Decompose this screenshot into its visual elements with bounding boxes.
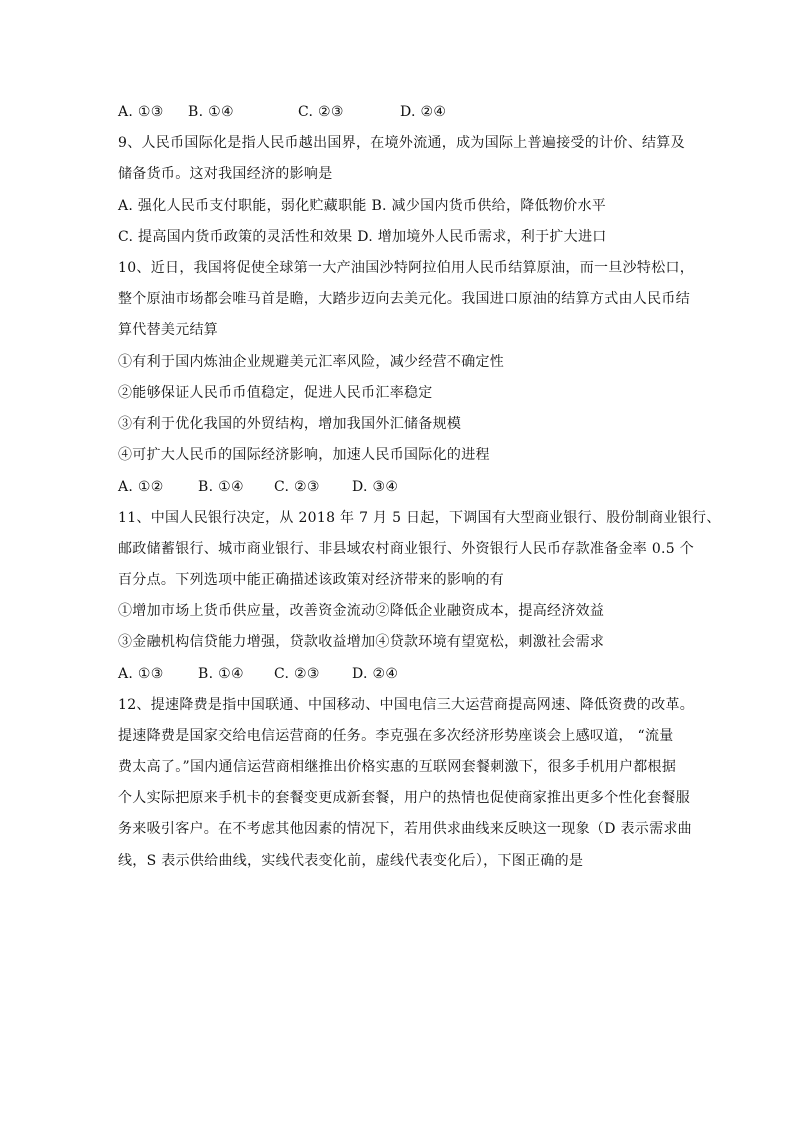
q9-options-cd: C. 提高国内货币政策的灵活性和效果 D. 增加境外人民币需求，利于扩大进口	[118, 229, 607, 245]
q10-item-1: ①有利于国内炼油企业规避美元汇率风险，减少经营不确定性	[118, 354, 505, 370]
q12-stem-line-6: 线，S 表示供给曲线，实线代表变化前，虚线代表变化后），下图正确的是	[118, 853, 584, 869]
q12-stem-line-4: 个人实际把原来手机卡的套餐变更成新套餐，用户的热情也促使商家推出更多个性化套餐服	[118, 790, 690, 806]
q10-stem-line-2: 整个原油市场都会唯马首是瞻，大踏步迈向去美元化。我国进口原油的结算方式由人民币结	[118, 291, 690, 307]
q12-stem-line-1: 12、提速降费是指中国联通、中国移动、中国电信三大运营商提高网速、降低资费的改革。	[118, 697, 695, 713]
q9-stem-line-1: 9、人民币国际化是指人民币越出国界，在境外流通，成为国际上普遍接受的计价、结算及	[118, 135, 685, 151]
q11-stem-line-1: 11、中国人民银行决定，从 2018 年 7 月 5 日起，下调国有大型商业银行、股份制商业银行、	[118, 510, 721, 526]
q12-stem-line-2: 提速降费是国家交给电信运营商的任务。李克强在多次经济形势座谈会上感叹道， “流量	[118, 728, 674, 744]
q10-option-c: C. ②③	[274, 479, 320, 495]
q11-stem-line-2: 邮政储蓄银行、城市商业银行、非县域农村商业银行、外资银行人民币存款准备金率 0.5 个	[118, 541, 695, 557]
q10-stem-line-1: 10、近日，我国将促使全球第一大产油国沙特阿拉伯用人民币结算原油，而一旦沙特松口，	[118, 260, 695, 276]
q11-stem-line-3: 百分点。下列选项中能正确描述该政策对经济带来的影响的有	[118, 572, 505, 588]
q10-item-4: ④可扩大人民币的国际经济影响，加速人民币国际化的进程	[118, 447, 490, 463]
q11-option-a: A. ①③	[118, 666, 164, 682]
q10-option-b: B. ①④	[198, 479, 244, 495]
q12-stem-line-5: 务来吸引客户。在不考虑其他因素的情况下，若用供求曲线来反映这一现象（D 表示需求曲	[118, 821, 692, 837]
q10-item-2: ②能够保证人民币币值稳定，促进人民币汇率稳定	[118, 385, 433, 401]
q10-option-a: A. ①②	[118, 479, 164, 495]
q10-item-3: ③有利于优化我国的外贸结构，增加我国外汇储备规模	[118, 416, 462, 432]
q8-option-d: D. ②④	[400, 104, 447, 120]
q11-items-3-4: ③金融机构信贷能力增强，贷款收益增加④贷款环境有望宽松，刺激社会需求	[118, 634, 605, 650]
q8-option-c: C. ②③	[298, 104, 344, 120]
q11-option-d: D. ②④	[352, 666, 399, 682]
q11-option-b: B. ①④	[198, 666, 244, 682]
q10-option-d: D. ③④	[352, 479, 399, 495]
q9-options-ab: A. 强化人民币支付职能，弱化贮藏职能 B. 减少国内货币供给，降低物价水平	[118, 198, 607, 214]
q11-items-1-2: ①增加市场上货币供应量，改善资金流动②降低企业融资成本，提高经济效益	[118, 603, 605, 619]
q8-option-a: A. ①③	[118, 104, 164, 120]
q11-option-c: C. ②③	[274, 666, 320, 682]
q10-stem-line-3: 算代替美元结算	[118, 322, 219, 338]
q8-option-b: B. ①④	[188, 104, 234, 120]
q12-stem-line-3: 费太高了。”国内通信运营商相继推出价格实惠的互联网套餐刺激下，很多手机用户都根据	[118, 759, 677, 775]
q9-stem-line-2: 储备货币。这对我国经济的影响是	[118, 166, 333, 182]
